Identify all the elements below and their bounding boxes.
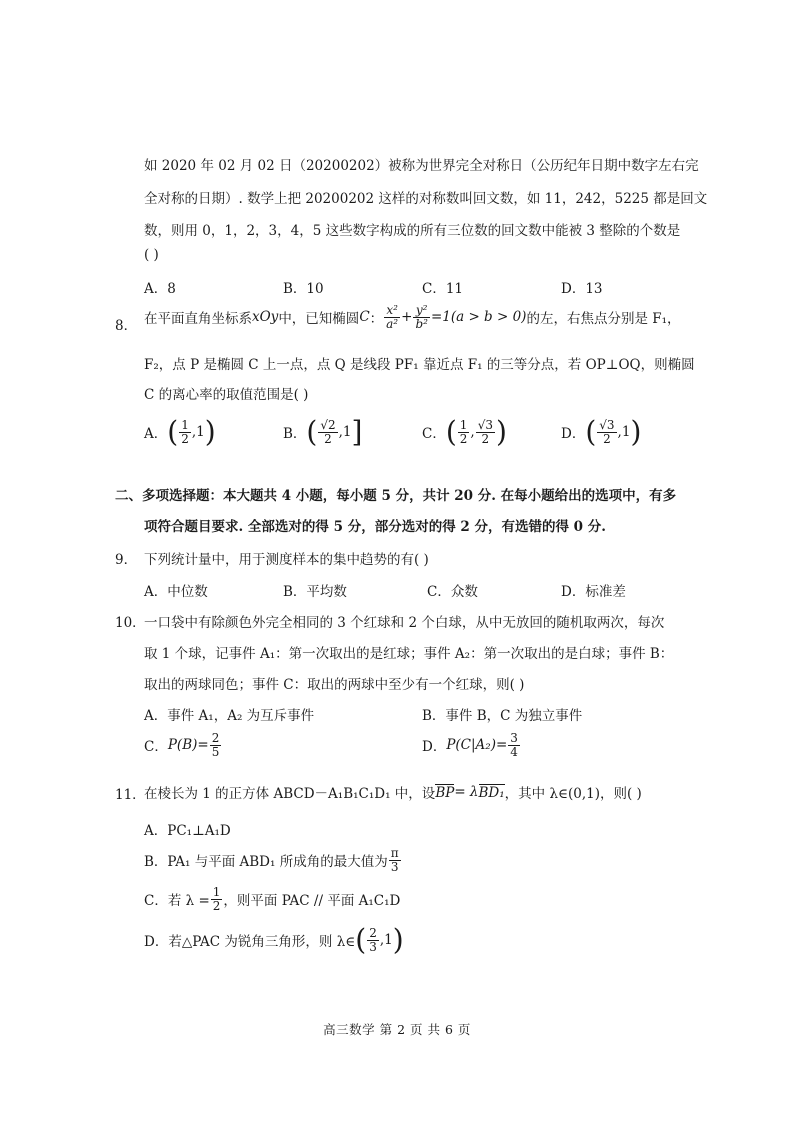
q8-option-d-label: D．	[561, 426, 586, 442]
q9-number: 9．	[115, 552, 138, 568]
q8-option-d-frac	[597, 419, 616, 445]
q10-option-c-frac	[210, 732, 222, 758]
q10-option-c	[144, 732, 222, 758]
q11-option-c-text-a: C．若 λ =	[144, 893, 210, 910]
q8-option-c-num-2: √3	[477, 417, 493, 432]
q11-vector-bp: BP	[435, 784, 455, 801]
q8-option-b-num: √2	[320, 417, 336, 432]
q8-option-a-label: A．	[144, 426, 168, 442]
q8-option-c-label: C．	[422, 426, 446, 442]
q11-option-d-lparen: (	[355, 922, 367, 957]
q7-line-3: 数，则用 0，1，2，3，4，5 这些数字构成的所有三位数的回文数中能被 3 整除的个数是	[144, 223, 681, 239]
q9-stem: 下列统计量中，用于测度样本的集中趋势的有( )	[144, 552, 429, 568]
q8-option-a	[144, 414, 216, 449]
q8-option-d	[561, 414, 642, 449]
q8-option-a-lparen: (	[167, 414, 179, 449]
q10-option-d-num: 3	[510, 731, 518, 745]
q10-line-1: 一口袋中有除颜色外完全相同的 3 个红球和 2 个白球，从中无放回的随机取两次，每次	[144, 615, 665, 631]
q7-option-c: C．11	[422, 281, 464, 297]
q8-option-a-den: 2	[181, 431, 189, 446]
q8-option-c-lparen: (	[445, 414, 457, 449]
q8-option-d-lparen: (	[585, 414, 597, 449]
q10-option-a: A．事件 A₁，A₂ 为互斥事件	[144, 708, 315, 724]
q9-option-a: A．中位数	[144, 584, 208, 600]
q10-line-2: 取 1 个球，记事件 A₁：第一次取出的是红球；事件 A₂：第一次取出的是白球；事件 B：	[144, 646, 674, 662]
q8-line-2: F₂，点 P 是椭圆 C 上一点，点 Q 是线段 PF₁ 靠近点 F₁ 的三等分点，若 OP⊥OQ，则椭圆	[144, 357, 695, 373]
q11-option-c-num: 1	[212, 885, 221, 899]
q8-option-b	[283, 414, 363, 449]
q9-option-c: C．众数	[427, 584, 478, 600]
q8-frac-y-num: y²	[413, 304, 430, 318]
q7-answer-bracket: ( )	[144, 247, 159, 263]
q10-option-d-lhs: P(C|A₂)=	[446, 737, 508, 754]
q8-option-b-lparen: (	[306, 414, 318, 449]
q8-option-c-den-2: 2	[481, 431, 490, 446]
q8-option-b-tail: ,1	[338, 424, 352, 440]
q10-option-c-label: C．	[144, 739, 168, 756]
q11-option-c-den: 2	[212, 898, 221, 913]
q11-option-d	[144, 922, 404, 957]
q11-option-d-tail: ,1	[379, 932, 393, 948]
q9-option-b: B．平均数	[283, 584, 347, 600]
q8-frac-x-num: x²	[384, 304, 400, 318]
q7-line-1: 如 2020 年 02 月 02 日（20200202）被称为世界完全对称日（公历纪年日期中数字左右完	[144, 158, 699, 174]
q11-option-b-text: B．PA₁ 与平面 ABD₁ 所成角的最大值为	[144, 854, 388, 871]
q8-option-a-num: 1	[181, 417, 189, 432]
q8-ellipse-rhs: =1(a > b > 0)	[430, 309, 527, 326]
page-footer: 高三数学 第 2 页 共 6 页	[323, 1022, 471, 1037]
q10-option-d	[422, 732, 521, 758]
q11-option-c-frac	[211, 886, 223, 912]
q11-option-b-den: 3	[390, 859, 399, 874]
q8-frac-x-den: a²	[386, 316, 399, 331]
q10-option-b: B．事件 B，C 为独立事件	[422, 708, 583, 724]
q8-option-a-frac	[179, 419, 191, 445]
q11-stem	[144, 782, 642, 802]
q11-option-d-text: D．若△PAC 为锐角三角形，则 λ∈	[144, 934, 356, 950]
q8-option-c-frac-2	[476, 419, 495, 445]
q10-option-d-den: 4	[510, 744, 518, 759]
q8-number: 8．	[115, 318, 138, 334]
q8-option-c	[422, 414, 507, 449]
q8-text-f: 的左，右焦点分别是 F₁，	[526, 311, 681, 328]
q8-option-b-den: 2	[324, 431, 332, 446]
q8-frac-x	[384, 304, 400, 330]
q8-text-e: ：	[369, 311, 384, 328]
q10-option-d-label: D．	[422, 739, 447, 756]
q8-ellipse-name: C	[359, 309, 370, 326]
q8-line-3: C 的离心率的取值范围是( )	[144, 387, 309, 403]
q11-vector-bd1: BD₁	[478, 784, 505, 801]
q11-option-b-num: π	[390, 846, 399, 860]
q8-option-d-tail: ,1	[617, 424, 631, 440]
q11-option-d-frac	[367, 927, 379, 953]
q10-option-c-num: 2	[211, 731, 220, 745]
q8-text-a: 在平面直角坐标系	[144, 311, 252, 328]
q10-line-3: 取出的两球同色；事件 C：取出的两球中至少有一个红球，则( )	[144, 677, 525, 693]
q11-option-a: A．PC₁⊥A₁D	[144, 823, 231, 839]
q10-option-c-den: 5	[211, 744, 220, 759]
q11-option-c-text-b: ，则平面 PAC // 平面 A₁C₁D	[223, 893, 401, 910]
q7-option-a: A．8	[144, 281, 176, 297]
q7-line-2: 全对称的日期）. 数学上把 20200202 这样的对称数叫回文数，如 11，242，5225 都是回文	[144, 191, 708, 207]
q8-option-d-rparen: )	[630, 414, 642, 449]
q8-option-b-rparen: ]	[351, 414, 363, 449]
section-2-heading-line-1: 二、多项选择题：本大题共 4 小题，每小题 5 分，共计 20 分. 在每小题给出的选项中，有多	[115, 488, 677, 504]
q8-text-c: 中，已知椭圆	[278, 311, 360, 328]
section-2-heading-line-2: 项符合题目要求. 全部选对的得 5 分，部分选对的得 2 分，有选错的得 0 分.	[144, 519, 606, 535]
q8-option-d-num: √3	[599, 417, 615, 432]
q8-option-d-den: 2	[603, 431, 611, 446]
q8-option-c-frac-1	[458, 419, 470, 445]
q7-option-b: B．10	[283, 281, 324, 297]
q9-option-d: D．标准差	[561, 584, 626, 600]
q8-line-1	[144, 304, 681, 330]
q8-option-c-comma: ,	[470, 424, 475, 440]
q10-option-d-frac	[508, 732, 520, 758]
q11-option-c	[144, 886, 400, 912]
q11-stem-b: = λ	[454, 784, 479, 800]
q8-plus: +	[401, 309, 413, 326]
q11-option-b	[144, 847, 402, 873]
q11-stem-c: ，其中 λ∈(0,1)，则( )	[504, 786, 642, 802]
q11-option-d-num: 2	[369, 925, 377, 940]
q11-option-d-den: 3	[369, 939, 377, 954]
q8-coord-system: xOy	[252, 309, 279, 326]
q10-option-c-lhs: P(B)=	[167, 737, 209, 754]
q8-option-a-tail: ,1	[191, 424, 205, 440]
q11-stem-a: 在棱长为 1 的正方体 ABCD－A₁B₁C₁D₁ 中，设	[144, 786, 436, 802]
q8-option-a-rparen: )	[204, 414, 216, 449]
q11-option-d-rparen: )	[392, 922, 404, 957]
q8-frac-y	[413, 304, 430, 330]
q8-option-c-den-1: 2	[459, 431, 468, 446]
q10-number: 10．	[115, 615, 146, 631]
q8-frac-y-den: b²	[415, 316, 428, 331]
q8-option-c-rparen: )	[496, 414, 507, 449]
q8-option-b-frac	[318, 419, 337, 445]
q11-option-b-frac	[389, 847, 401, 873]
q8-option-b-label: B．	[283, 426, 307, 442]
q7-option-d: D．13	[561, 281, 603, 297]
q11-number: 11．	[115, 787, 146, 803]
q8-option-c-num-1: 1	[459, 417, 468, 432]
